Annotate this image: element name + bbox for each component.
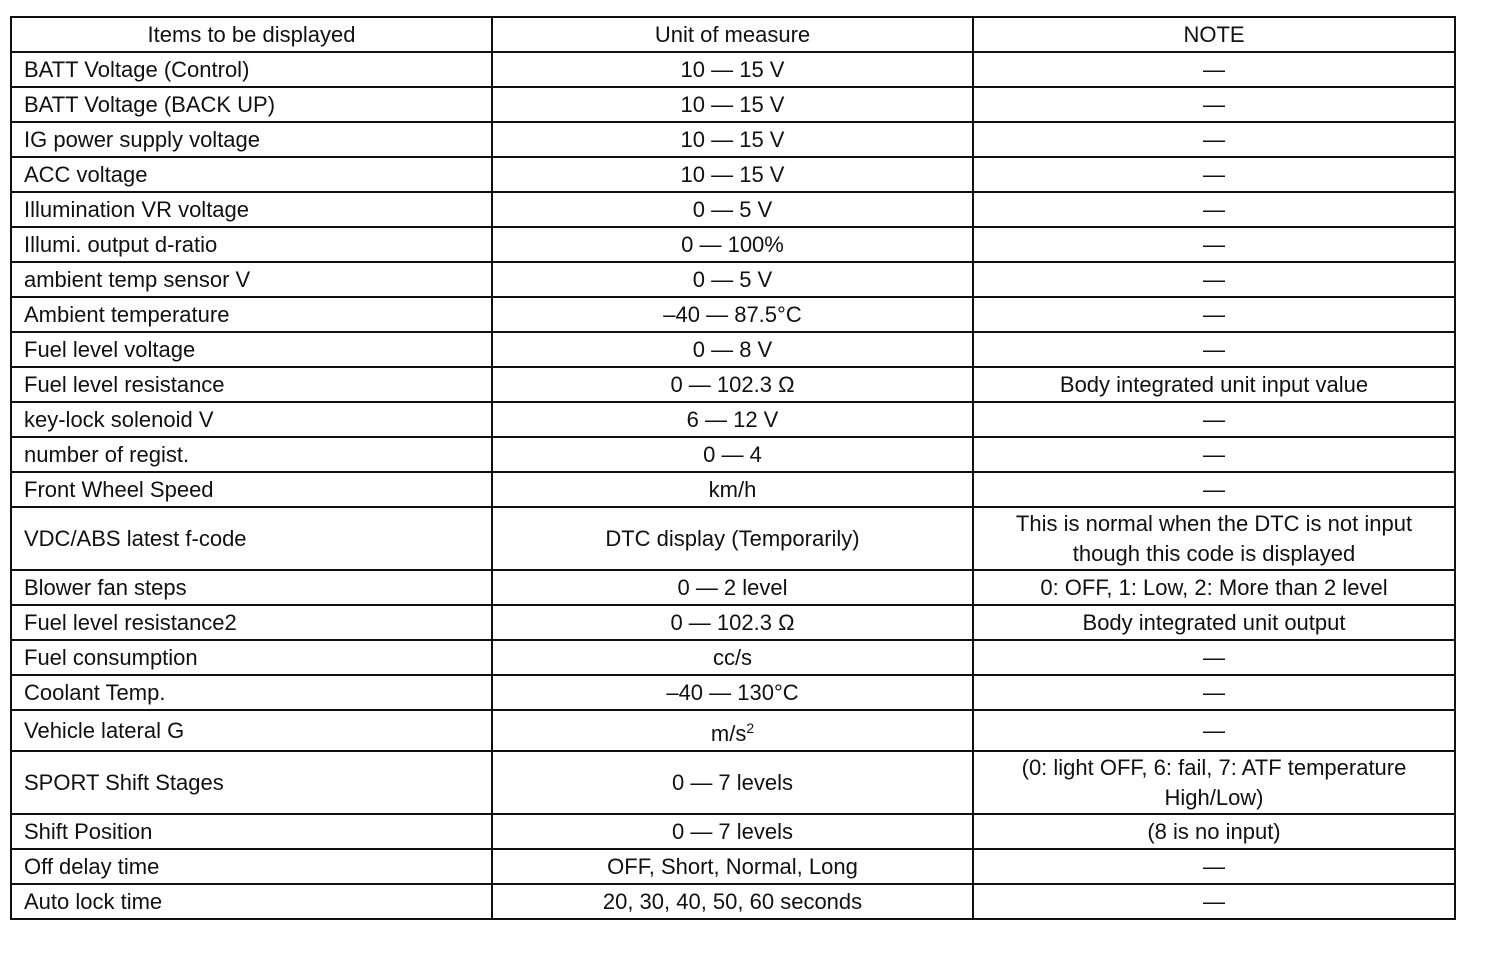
- row-unit: 0 — 2 level: [492, 570, 973, 605]
- row-unit: 0 — 7 levels: [492, 751, 973, 814]
- row-item: Blower fan steps: [11, 570, 492, 605]
- row-unit: 10 — 15 V: [492, 122, 973, 157]
- row-unit: 20, 30, 40, 50, 60 seconds: [492, 884, 973, 919]
- table-row: [11, 367, 1455, 402]
- row-note: —: [973, 640, 1455, 675]
- row-unit: [492, 710, 973, 751]
- table-row: [11, 849, 1455, 884]
- row-unit: 0 — 100%: [492, 227, 973, 262]
- row-note: —: [973, 297, 1455, 332]
- row-note: —: [973, 437, 1455, 472]
- row-note: —: [973, 227, 1455, 262]
- table-header-row: [11, 17, 1455, 52]
- table-row: [11, 437, 1455, 472]
- row-note: —: [973, 849, 1455, 884]
- header-items: Items to be displayed: [11, 17, 492, 52]
- row-note: Body integrated unit input value: [973, 367, 1455, 402]
- table-row: [11, 814, 1455, 849]
- table-row: [11, 297, 1455, 332]
- row-item: Coolant Temp.: [11, 675, 492, 710]
- row-note: Body integrated unit output: [973, 605, 1455, 640]
- table-row: [11, 192, 1455, 227]
- row-unit: km/h: [492, 472, 973, 507]
- row-note: This is normal when the DTC is not input though this code is displayed: [973, 507, 1455, 570]
- row-note: —: [973, 472, 1455, 507]
- table-row: [11, 884, 1455, 919]
- unit-superscript: 2: [746, 719, 755, 736]
- table-row: [11, 157, 1455, 192]
- header-unit: Unit of measure: [492, 17, 973, 52]
- row-unit: 10 — 15 V: [492, 52, 973, 87]
- row-item: SPORT Shift Stages: [11, 751, 492, 814]
- row-note: —: [973, 332, 1455, 367]
- row-item: Fuel level resistance: [11, 367, 492, 402]
- row-unit: 0 — 102.3 Ω: [492, 605, 973, 640]
- row-item: ambient temp sensor V: [11, 262, 492, 297]
- row-item: IG power supply voltage: [11, 122, 492, 157]
- row-unit: OFF, Short, Normal, Long: [492, 849, 973, 884]
- table-row: [11, 332, 1455, 367]
- table-row: [11, 751, 1455, 814]
- row-unit: 0 — 5 V: [492, 192, 973, 227]
- row-note: —: [973, 157, 1455, 192]
- row-unit: 0 — 102.3 Ω: [492, 367, 973, 402]
- row-note: —: [973, 675, 1455, 710]
- table-row: [11, 710, 1455, 751]
- table-row: [11, 675, 1455, 710]
- row-note: —: [973, 87, 1455, 122]
- row-unit: DTC display (Temporarily): [492, 507, 973, 570]
- row-note: (0: light OFF, 6: fail, 7: ATF temperature High/Low): [973, 751, 1455, 814]
- row-note: —: [973, 402, 1455, 437]
- table-row: [11, 122, 1455, 157]
- row-note: —: [973, 192, 1455, 227]
- row-unit: cc/s: [492, 640, 973, 675]
- row-unit: 0 — 8 V: [492, 332, 973, 367]
- row-note: —: [973, 52, 1455, 87]
- row-item: Shift Position: [11, 814, 492, 849]
- row-item: BATT Voltage (Control): [11, 52, 492, 87]
- table-row: [11, 402, 1455, 437]
- row-item: Fuel level voltage: [11, 332, 492, 367]
- data-monitor-table: [10, 16, 1456, 920]
- row-item: Illumination VR voltage: [11, 192, 492, 227]
- table-row: [11, 605, 1455, 640]
- row-unit: –40 — 130°C: [492, 675, 973, 710]
- row-item: BATT Voltage (BACK UP): [11, 87, 492, 122]
- row-item: number of regist.: [11, 437, 492, 472]
- table-row: [11, 507, 1455, 570]
- table-row: [11, 640, 1455, 675]
- table-row: [11, 227, 1455, 262]
- row-unit: 10 — 15 V: [492, 87, 973, 122]
- row-unit: 10 — 15 V: [492, 157, 973, 192]
- header-note: NOTE: [973, 17, 1455, 52]
- row-unit: –40 — 87.5°C: [492, 297, 973, 332]
- table-row: [11, 472, 1455, 507]
- table-row: [11, 570, 1455, 605]
- row-item: Fuel level resistance2: [11, 605, 492, 640]
- row-note: —: [973, 122, 1455, 157]
- row-unit: 0 — 4: [492, 437, 973, 472]
- row-item: Illumi. output d-ratio: [11, 227, 492, 262]
- table-row: [11, 262, 1455, 297]
- row-item: Off delay time: [11, 849, 492, 884]
- row-item: Fuel consumption: [11, 640, 492, 675]
- unit-base: m/s: [710, 720, 747, 746]
- row-item: Front Wheel Speed: [11, 472, 492, 507]
- row-note: —: [973, 884, 1455, 919]
- row-note: (8 is no input): [973, 814, 1455, 849]
- row-unit: 0 — 7 levels: [492, 814, 973, 849]
- row-unit: 6 — 12 V: [492, 402, 973, 437]
- table-row: [11, 87, 1455, 122]
- row-item: key-lock solenoid V: [11, 402, 492, 437]
- row-note: —: [973, 710, 1455, 751]
- row-item: Auto lock time: [11, 884, 492, 919]
- row-item: ACC voltage: [11, 157, 492, 192]
- row-note: 0: OFF, 1: Low, 2: More than 2 level: [973, 570, 1455, 605]
- row-item: Vehicle lateral G: [11, 710, 492, 751]
- row-note: —: [973, 262, 1455, 297]
- row-unit: 0 — 5 V: [492, 262, 973, 297]
- row-item: Ambient temperature: [11, 297, 492, 332]
- table-row: [11, 52, 1455, 87]
- row-item: VDC/ABS latest f-code: [11, 507, 492, 570]
